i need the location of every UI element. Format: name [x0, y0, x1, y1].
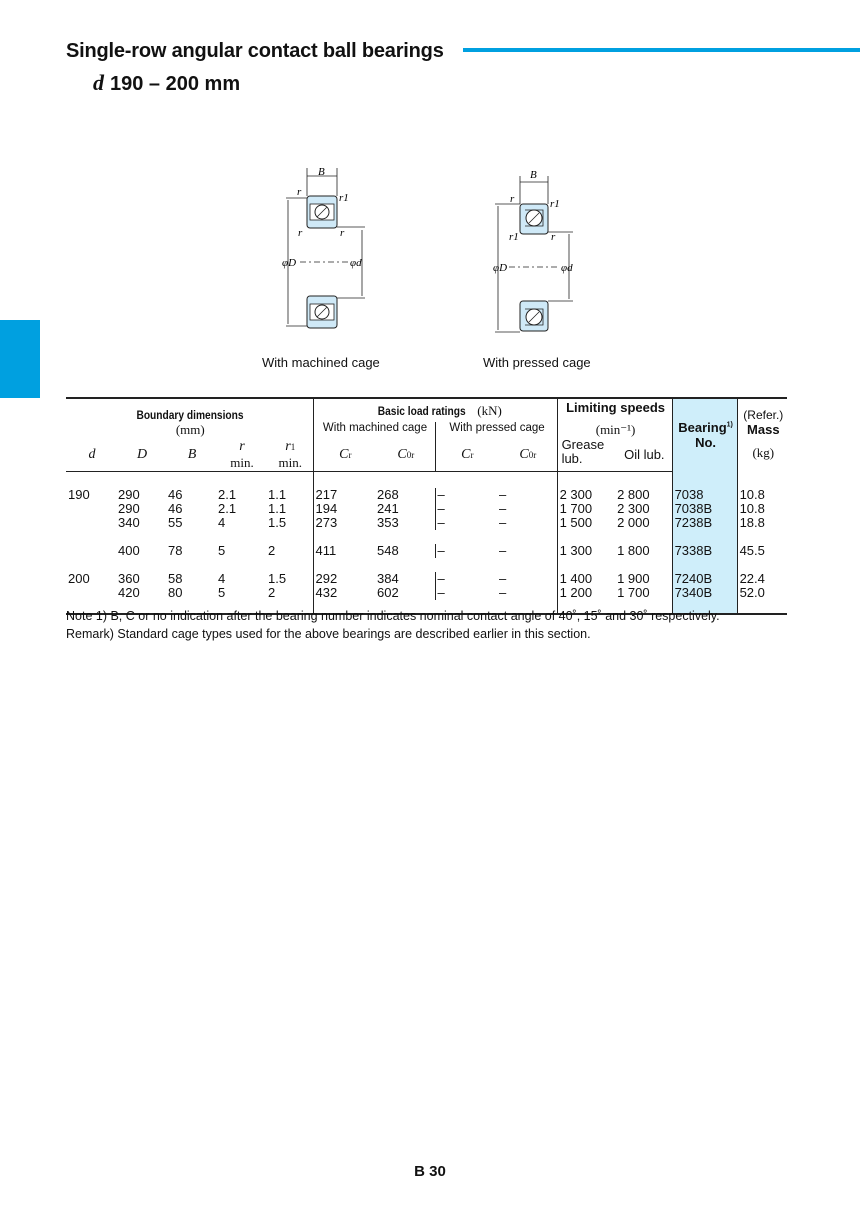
- label-r1: r1: [339, 192, 349, 204]
- label-r: r: [297, 186, 302, 198]
- pressed-cage-subheader: With pressed cage: [435, 422, 557, 438]
- upper-ring-section: [520, 204, 548, 234]
- table-row: 200 360 58 4 1.5 292 384 – – 1 400 1 900 7240B 22.4: [66, 572, 787, 586]
- section-tab: [0, 320, 40, 398]
- pressed-cage-drawing: [485, 160, 605, 340]
- label-r-right: r: [340, 227, 345, 239]
- label-r-right: r: [551, 231, 556, 243]
- machined-cage-subheader: With machined cage: [313, 422, 435, 438]
- title-rule: [463, 48, 860, 52]
- col-pressed-c0r: C0r: [497, 438, 557, 472]
- pressed-cage-caption: With pressed cage: [483, 355, 591, 370]
- page-number: B 30: [414, 1163, 446, 1180]
- label-phi-D: φD: [493, 262, 508, 274]
- bearing-no-header: Bearing$^{1)}$ No.: [672, 398, 737, 472]
- label-phi-D: φD: [282, 257, 297, 269]
- subtitle-symbol: d: [93, 70, 104, 95]
- table-row: 290 46 2.1 1.1 194 241 – – 1 700 2 300 7038B 10.8: [66, 502, 787, 516]
- lower-ring-section: [307, 296, 337, 328]
- boundary-dims-header: Boundary dimensions: [66, 398, 313, 422]
- mass-header: (Refer.) Mass (kg): [737, 398, 787, 472]
- col-cr: Cr: [313, 438, 375, 472]
- upper-ring-section: [307, 196, 337, 228]
- col-grease: Grease lub.: [557, 438, 615, 472]
- table-row: 340 55 4 1.5 273 353 – – 1 500 2 000 7238B 18.8: [66, 516, 787, 530]
- speed-unit: (min⁻¹): [595, 422, 636, 437]
- col-oil: Oil lub.: [615, 438, 672, 472]
- label-phi-d: φd: [561, 262, 573, 274]
- col-c0r: C0r: [375, 438, 435, 472]
- subtitle-range: 190 – 200 mm: [110, 73, 241, 95]
- remark: Remark) Standard cage types used for the above bearings are described earlier in this section.: [66, 627, 591, 641]
- table-row: 420 80 5 2 432 602 – – 1 200 1 700 7340B 52.0: [66, 586, 787, 600]
- boundary-dims-unit: (mm): [175, 422, 205, 437]
- col-r1: r1 min.: [266, 438, 313, 472]
- label-r1-left: r1: [509, 231, 519, 243]
- limiting-speeds-header: Limiting speeds: [557, 398, 672, 422]
- label-r-left: r: [298, 227, 303, 239]
- bearing-spec-table: [66, 397, 787, 615]
- lower-ring-section: [520, 301, 548, 331]
- table-row: 400 78 5 2 411 548 – – 1 300 1 800 7338B 45.5: [66, 544, 787, 558]
- page-subtitle: [93, 70, 240, 96]
- load-ratings-header: Basic load ratings (kN): [313, 398, 557, 422]
- col-r: r min.: [216, 438, 266, 472]
- col-pressed-cr: Cr: [435, 438, 497, 472]
- machined-cage-caption: With machined cage: [262, 355, 380, 370]
- footnote: Note 1) B, C or no indication after the bearing number indicates nominal contact angle of 40˚, 15˚ and 30˚ respectively.: [66, 609, 720, 623]
- label-B: B: [530, 169, 537, 181]
- col-B: B: [187, 447, 197, 462]
- label-phi-d: φd: [350, 257, 362, 269]
- label-r: r: [510, 193, 515, 205]
- col-d: d: [88, 447, 96, 462]
- label-B: B: [318, 166, 325, 178]
- col-D: D: [136, 447, 148, 462]
- table-row: 190 290 46 2.1 1.1 217 268 – – 2 300 2 800 7038 10.8: [66, 488, 787, 502]
- label-r1: r1: [550, 198, 560, 210]
- page-title: Single-row angular contact ball bearings: [66, 40, 444, 62]
- machined-cage-drawing: [270, 160, 390, 340]
